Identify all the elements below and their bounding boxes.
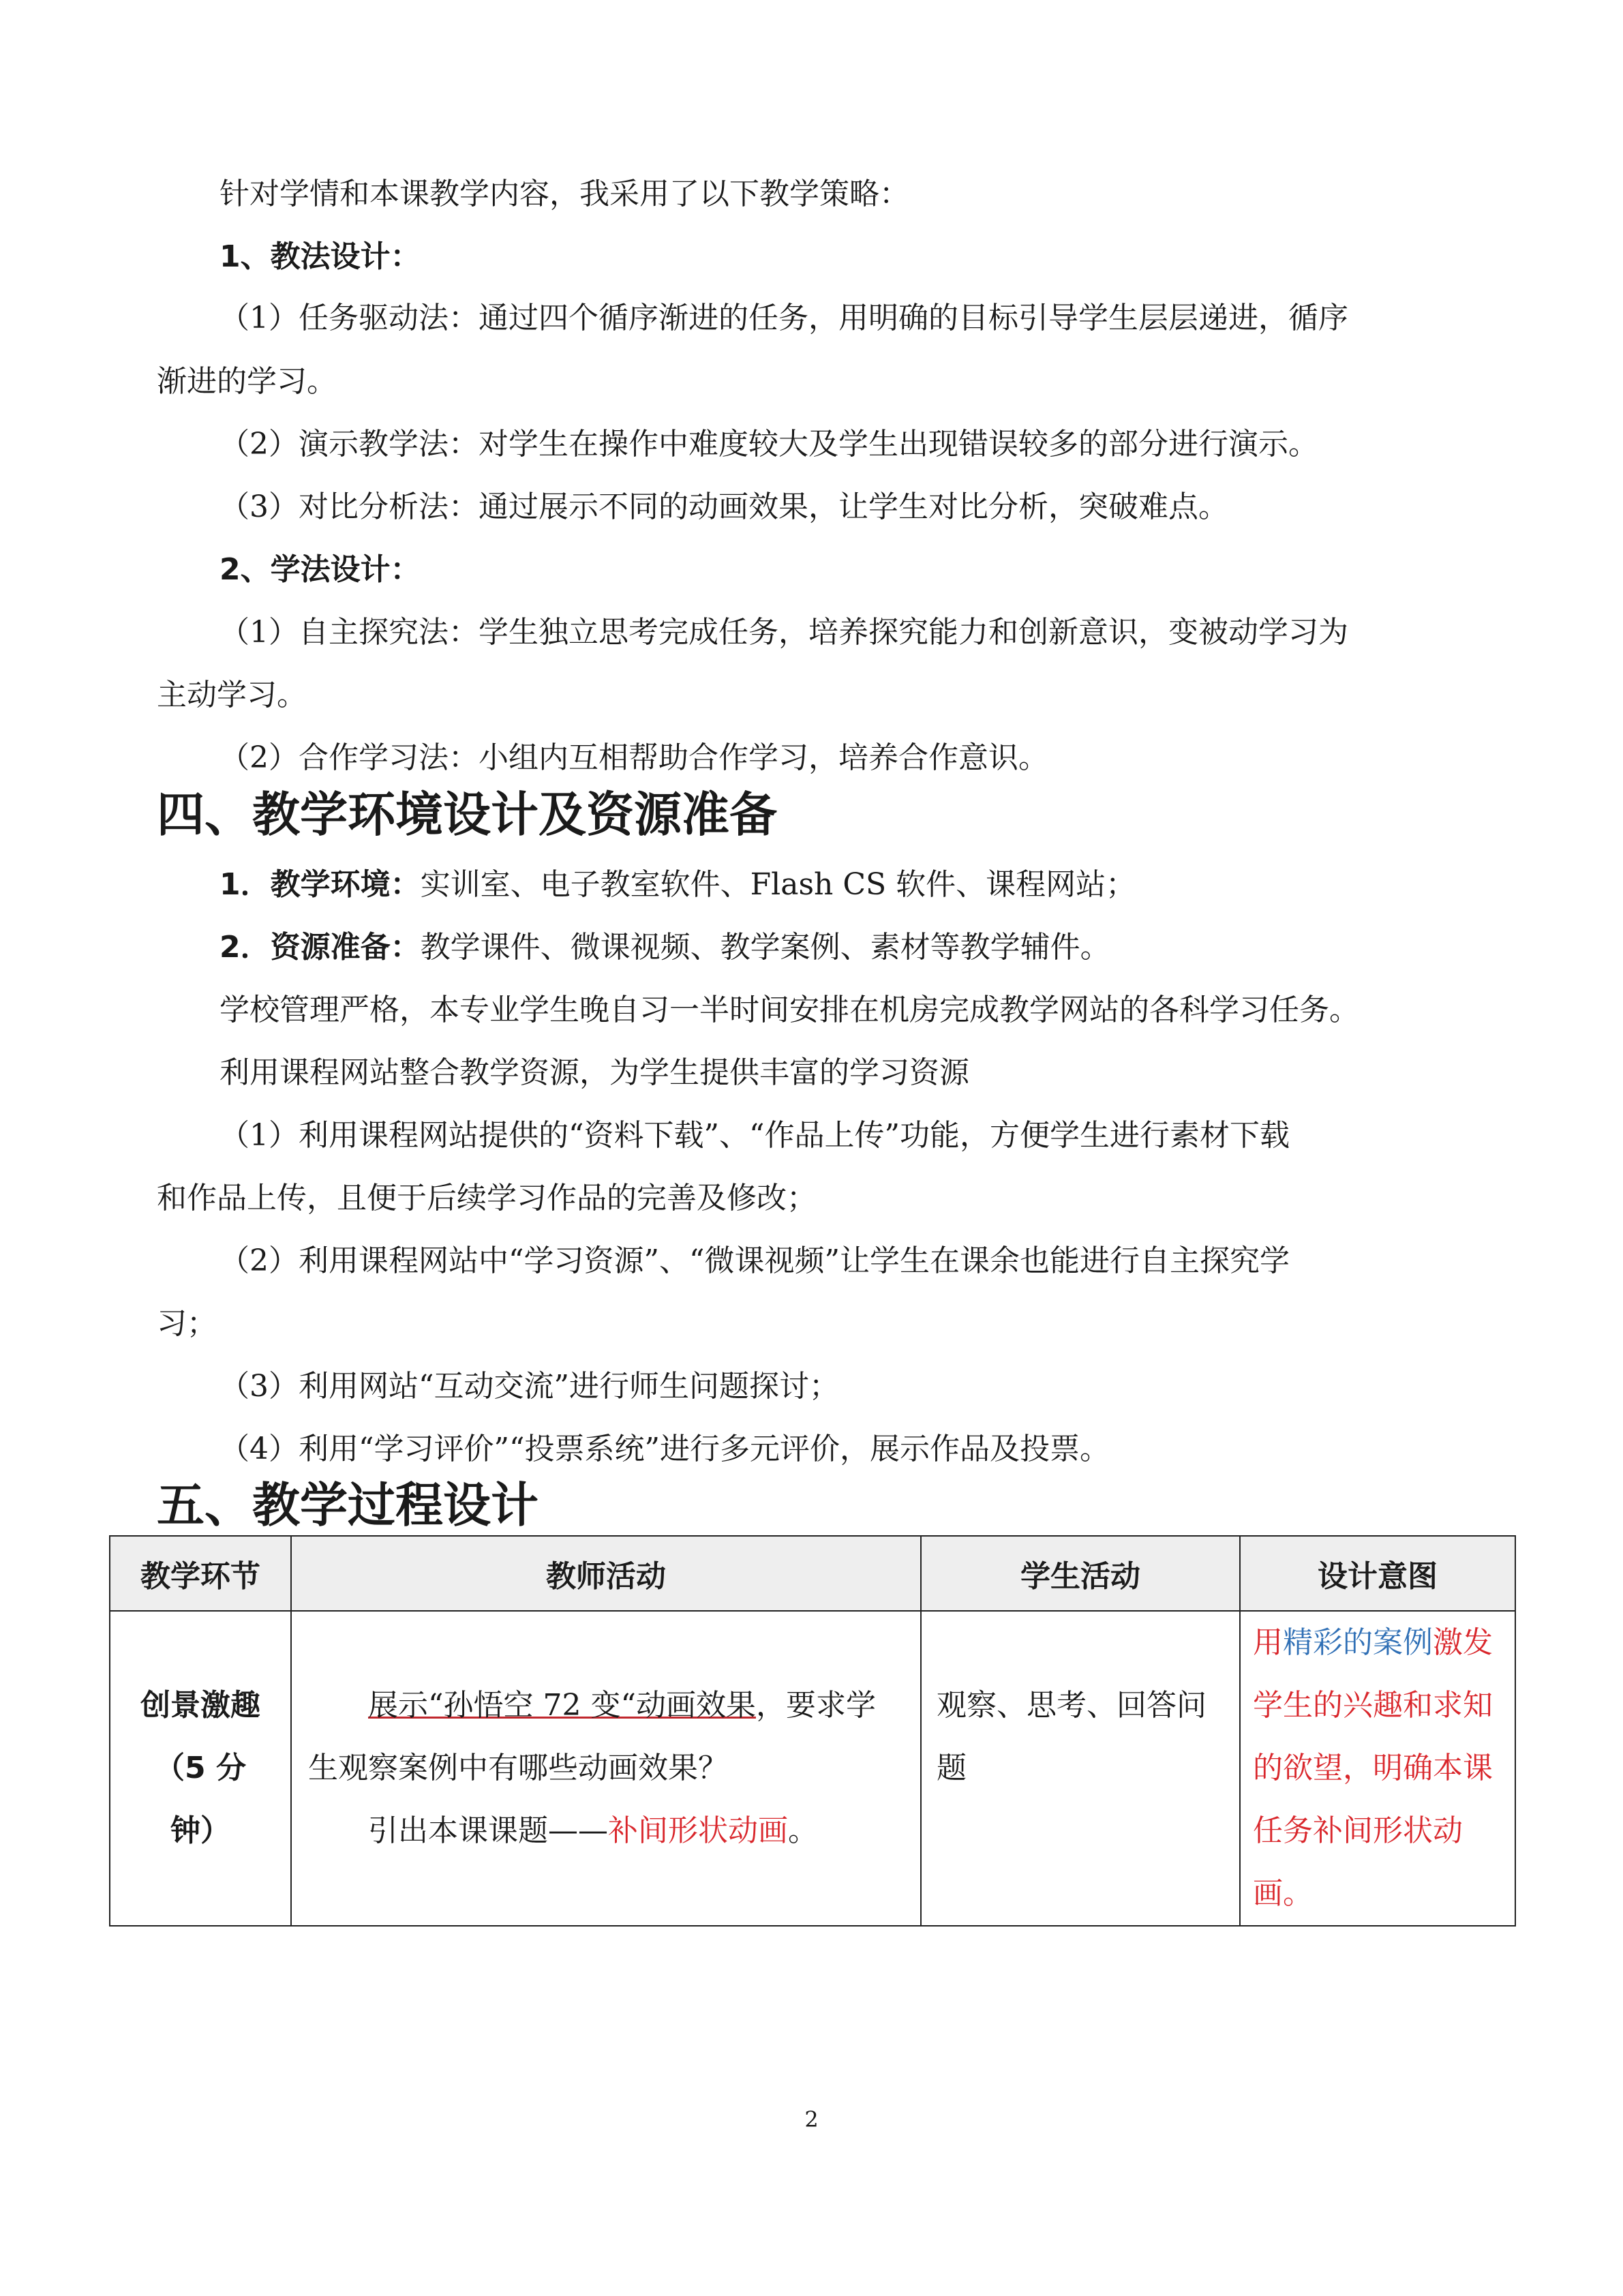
header-stage: 教学环节 xyxy=(110,1536,291,1611)
student-cell xyxy=(921,1611,1240,1926)
header-intent: 设计意图 xyxy=(1240,1536,1515,1611)
teacher-topic-text: 补间形状动画 xyxy=(608,1813,788,1848)
res-text: 教学课件、微课视频、教学案例、素材等教学辅件。 xyxy=(420,930,1110,965)
section4-line-3: （1）利用课程网站提供的“资料下载”、“作品上传”功能，方便学生进行素材下载 xyxy=(219,1118,1290,1153)
student-text: 观察、思考、回答问题 xyxy=(937,1688,1207,1785)
teacher-cell xyxy=(291,1611,921,1926)
header-student: 学生活动 xyxy=(921,1536,1240,1611)
teaching-item-1b: 渐进的学习。 xyxy=(157,364,337,399)
section5-heading: 五、教学过程设计 xyxy=(157,1477,539,1533)
stage-line-3: 钟） xyxy=(170,1813,230,1848)
learning-item-1a: （1）自主探究法：学生独立思考完成任务，培养探究能力和创新意识，变被动学习为 xyxy=(219,615,1348,650)
learning-method-title: 2、学法设计： xyxy=(219,552,421,587)
intent-text-3: 激发学生的兴趣和求知的欲望，明确本课任务补间形状动画。 xyxy=(1253,1625,1493,1911)
stage-line-1: 创景激趣 xyxy=(140,1688,260,1723)
res-line xyxy=(219,927,1515,968)
env-label: 1．教学环境： xyxy=(219,867,421,902)
stage-line-2: （5 分 xyxy=(155,1751,246,1785)
teacher-demo-text: 展示“孙悟空 72 变“动画效果 xyxy=(368,1688,756,1723)
learning-item-1b: 主动学习。 xyxy=(157,678,307,712)
teaching-process-table xyxy=(109,1535,1516,1927)
env-line xyxy=(219,864,1515,905)
env-text: 实训室、电子教室软件、Flash CS 软件、课程网站； xyxy=(420,867,1136,902)
intent-text-2: 精彩的案例 xyxy=(1283,1625,1433,1660)
teacher-question-text: ，要求学生观察案例中有哪些动画效果？ xyxy=(308,1688,876,1785)
section4-line-2: 利用课程网站整合教学资源，为学生提供丰富的学习资源 xyxy=(219,1055,969,1090)
section4-heading: 四、教学环境设计及资源准备 xyxy=(157,787,777,843)
section4-line-5: （2）利用课程网站中“学习资源”、“微课视频”让学生在课余也能进行自主探究学 xyxy=(219,1243,1290,1278)
res-label: 2．资源准备： xyxy=(219,930,421,965)
teaching-method-title: 1、教法设计： xyxy=(219,239,421,274)
stage-cell xyxy=(110,1611,291,1926)
section4-line-7: （3）利用网站“互动交流”进行师生问题探讨； xyxy=(219,1369,839,1404)
teaching-item-1a: （1）任务驱动法：通过四个循序渐进的任务，用明确的目标引导学生层层递进，循序 xyxy=(219,301,1348,335)
teaching-item-2: （2）演示教学法：对学生在操作中难度较大及学生出现错误较多的部分进行演示。 xyxy=(219,427,1318,462)
section4-line-6: 习； xyxy=(157,1306,217,1341)
section4-line-1: 学校管理严格，本专业学生晚自习一半时间安排在机房完成教学网站的各科学习任务。 xyxy=(219,993,1359,1027)
page-number: 2 xyxy=(804,2106,819,2132)
teacher-para-1 xyxy=(308,1674,904,1800)
strategy-intro: 针对学情和本课教学内容，我采用了以下教学策略： xyxy=(219,177,909,211)
table-row xyxy=(110,1611,1515,1926)
intent-cell xyxy=(1240,1611,1515,1926)
teacher-lead-text: 引出本课课题—— xyxy=(368,1813,608,1848)
teacher-end-text: 。 xyxy=(788,1813,818,1848)
intent-text-1: 用 xyxy=(1253,1625,1283,1660)
learning-item-2: （2）合作学习法：小组内互相帮助合作学习，培养合作意识。 xyxy=(219,740,1048,775)
table-header-row xyxy=(110,1536,1515,1611)
header-teacher: 教师活动 xyxy=(291,1536,921,1611)
teacher-para-2 xyxy=(308,1800,904,1862)
section4-line-8: （4）利用“学习评价”“投票系统”进行多元评价，展示作品及投票。 xyxy=(219,1432,1110,1466)
section4-line-4: 和作品上传，且便于后续学习作品的完善及修改； xyxy=(157,1181,817,1215)
teaching-item-3: （3）对比分析法：通过展示不同的动画效果，让学生对比分析，突破难点。 xyxy=(219,489,1228,524)
